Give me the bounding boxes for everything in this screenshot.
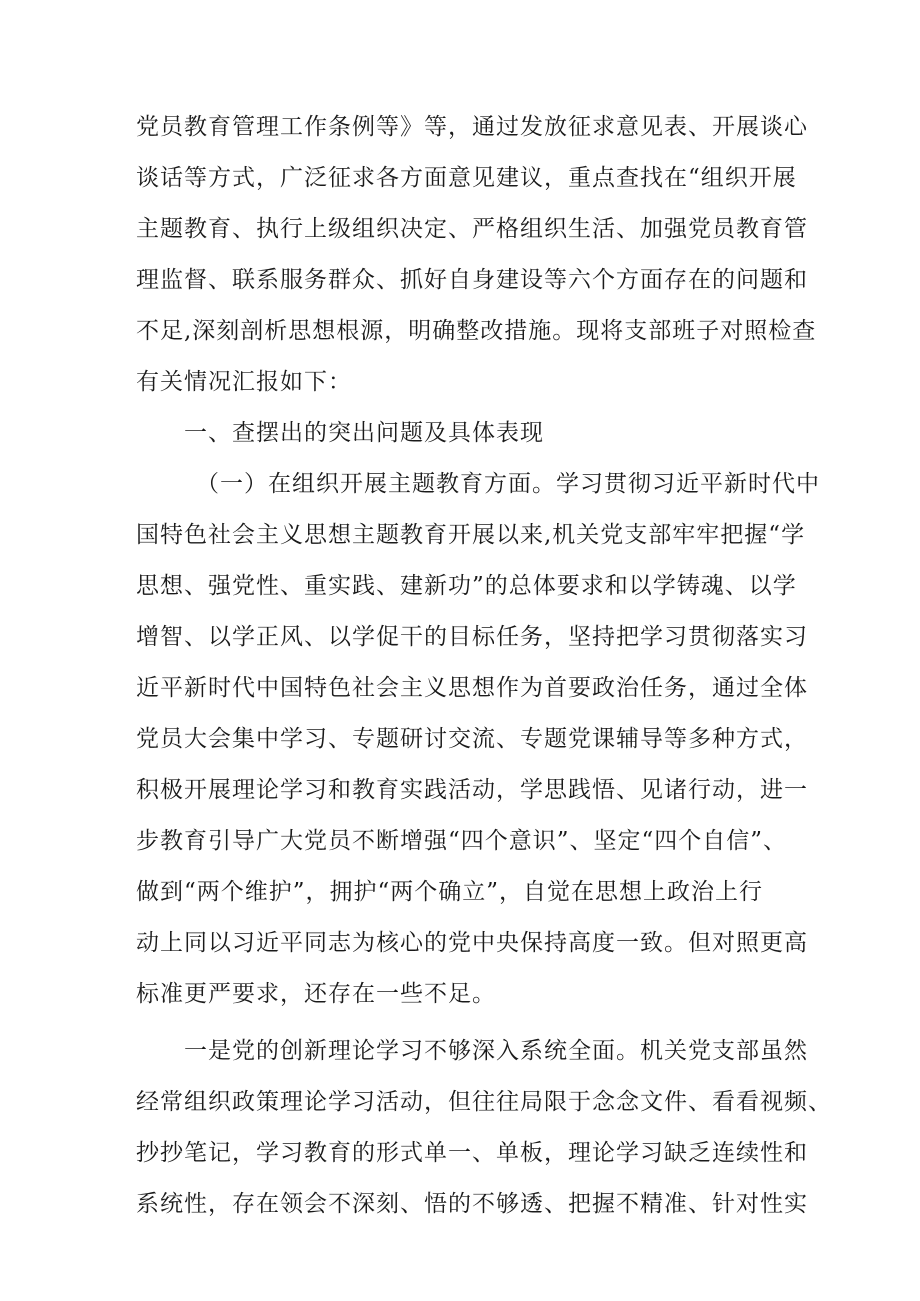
text-line: 有关情况汇报如下：: [136, 369, 352, 395]
text-line: 不足,深刻剖析思想根源，明确整改措施。现将支部班子对照检查: [136, 318, 817, 344]
text-line: 近平新时代中国特色社会主义思想作为首要政治任务，通过全体: [136, 675, 808, 701]
text-line: 抄抄笔记，学习教育的形式单一、单板，理论学习缺乏连续性和: [136, 1140, 808, 1166]
text-line: 经常组织政策理论学习活动，但往往局限于念念文件、看看视频、: [136, 1089, 832, 1115]
text-line: 理监督、联系服务群众、抓好自身建设等六个方面存在的问题和: [136, 267, 808, 293]
text-line: 增智、以学正风、以学促干的目标任务，坚持把学习贯彻落实习: [136, 624, 808, 650]
text-line: 党员教育管理工作条例等》等，通过发放征求意见表、开展谈心: [136, 114, 808, 140]
text-line: 标准更严要求，还存在一些不足。: [136, 981, 496, 1007]
text-line: 谈话等方式，广泛征求各方面意见建议，重点查找在“组织开展: [136, 165, 797, 191]
text-line: 国特色社会主义思想主题教育开展以来,机关党支部牢牢把握“学: [136, 522, 806, 548]
text-line: 党员大会集中学习、专题研讨交流、专题党课辅导等多种方式，: [136, 726, 808, 752]
text-line: 步教育引导广大党员不断增强“四个意识”、坚定“四个自信”、: [136, 828, 788, 854]
text-line: 思想、强党性、重实践、建新功”的总体要求和以学铸魂、以学: [136, 573, 797, 599]
text-line: 主题教育、执行上级组织决定、严格组织生活、加强党员教育管: [136, 216, 808, 242]
paragraph-start-line: 一是党的创新理论学习不够深入系统全面。机关党支部虽然: [184, 1038, 808, 1064]
text-line: 动上同以习近平同志为核心的党中央保持高度一致。但对照更高: [136, 930, 808, 956]
subsection-heading: （一）在组织开展主题教育方面。学习贯彻习近平新时代中: [196, 471, 820, 497]
text-line: 积极开展理论学习和教育实践活动，学思践悟、见诸行动，进一: [136, 777, 808, 803]
text-line: 系统性，存在领会不深刻、悟的不够透、把握不精准、针对性实: [136, 1191, 808, 1217]
text-line: 做到“两个维护”，拥护“两个确立”，自觉在思想上政治上行: [136, 879, 764, 905]
section-heading: 一、查摆出的突出问题及具体表现: [184, 420, 544, 446]
